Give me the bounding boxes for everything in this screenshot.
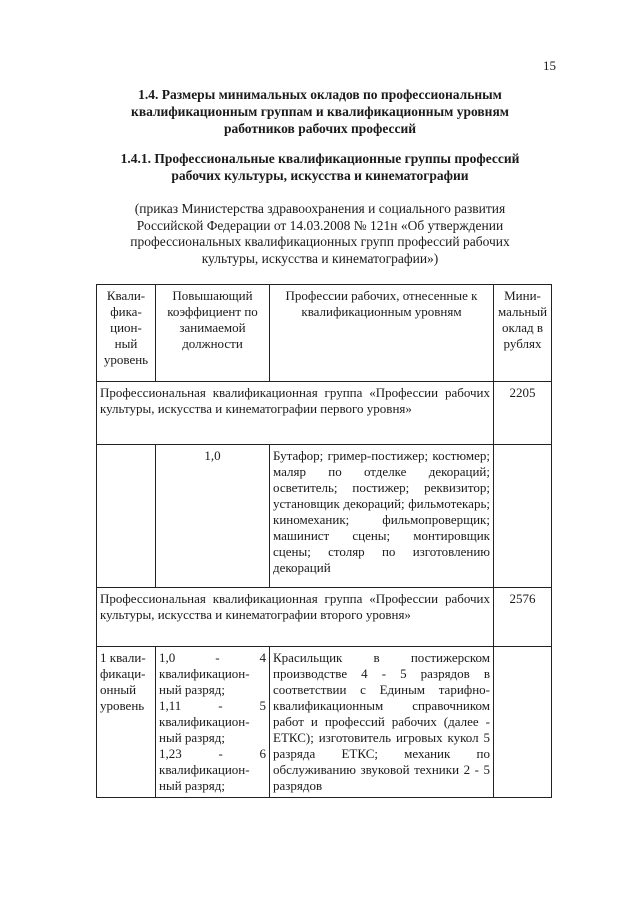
page-number: 15 <box>543 58 556 73</box>
section-title-line: работников рабочих профессий <box>223 121 417 136</box>
group2-coefficients <box>156 647 270 798</box>
coefficient-grade: 4 <box>259 650 266 665</box>
coefficient-dash: - <box>218 746 223 761</box>
coefficient-entry <box>159 698 266 746</box>
coefficient-grade: 5 <box>259 698 266 713</box>
subsection-title-line: рабочих культуры, искусства и кинематографии <box>171 168 469 183</box>
group2-level1: 1 квали-фикаци-онный уровень <box>97 647 156 798</box>
group1-level-cell <box>97 445 156 588</box>
table-row-group2 <box>97 588 552 647</box>
group1-coefficient: 1,0 <box>156 445 270 588</box>
order-note-line: профессиональных квалификационных групп профессий рабочих <box>130 234 510 249</box>
section-title <box>86 86 554 137</box>
table-row-group1 <box>97 382 552 445</box>
group1-salary-empty <box>494 445 552 588</box>
section-title-line: 1.4. Размеры минимальных окладов по профессиональным <box>138 87 502 102</box>
group2-professions: Красильщик в постижерском производстве 4 - 5 разрядов в соответствии с Единым тарифно-квалификационным справочником работ и профессий рабочих (далее - ЕТКС); изготовитель игровых кукол 5 разряда ЕТКС; механик по обслуживанию звуковой техники 2 - 5 разрядов <box>270 647 494 798</box>
coefficient-dash: - <box>218 698 223 713</box>
salary-table <box>96 284 552 798</box>
coefficient-value: 1,11 <box>159 698 182 713</box>
header-salary: Мини-мальный оклад в рублях <box>494 285 552 382</box>
header-coefficient: Повышающий коэффициент по занимаемой должности <box>156 285 270 382</box>
order-note-line: культуры, искусства и кинематографии») <box>201 250 439 266</box>
table-row-group1-professions <box>97 445 552 588</box>
group2-salary-empty <box>494 647 552 798</box>
order-reference-note <box>86 201 554 267</box>
table-header-row <box>97 285 552 382</box>
group2-title: Профессиональная квалификационная группа «Профессии рабочих культуры, искусства и кинематографии второго уровня» <box>97 588 494 647</box>
group1-salary: 2205 <box>494 382 552 445</box>
coefficient-value: 1,23 <box>159 746 182 761</box>
coefficient-text: квалификацион-ный разряд; <box>159 666 250 697</box>
coefficient-text: квалификацион-ный разряд; <box>159 762 250 793</box>
coefficient-grade: 6 <box>259 746 266 761</box>
coefficient-entry <box>159 650 266 698</box>
group1-title: Профессиональная квалификационная группа «Профессии рабочих культуры, искусства и кинематографии первого уровня» <box>97 382 494 445</box>
table-row-group2-level1 <box>97 647 552 798</box>
coefficient-value: 1,0 <box>159 650 176 665</box>
header-level: Квали-фика-цион-ный уровень <box>97 285 156 382</box>
subsection-title <box>86 150 554 184</box>
coefficient-dash: - <box>215 650 220 665</box>
order-note-line: (приказ Министерства здравоохранения и социального развития <box>134 201 506 216</box>
order-note-line: Российской Федерации от 14.03.2008 № 121н «Об утверждении <box>136 217 504 233</box>
section-title-line: квалификационным группам и квалификационным уровням <box>131 104 509 119</box>
group1-professions: Бутафор; гример-постижер; костюмер; маляр по отделке декораций; осветитель; постижер; реквизитор; установщик декораций; фильмотекарь; киномеханик; фильмопроверщик; машинист сцены; монтировщик сцены; столяр по изготовлению декораций <box>270 445 494 588</box>
coefficient-text: квалификацион-ный разряд; <box>159 714 250 745</box>
subsection-title-line: 1.4.1. Профессиональные квалификационные группы профессий <box>120 151 520 166</box>
group2-salary: 2576 <box>494 588 552 647</box>
coefficient-entry <box>159 746 266 794</box>
header-professions: Профессии рабочих, отнесенные к квалификационным уровням <box>270 285 494 382</box>
